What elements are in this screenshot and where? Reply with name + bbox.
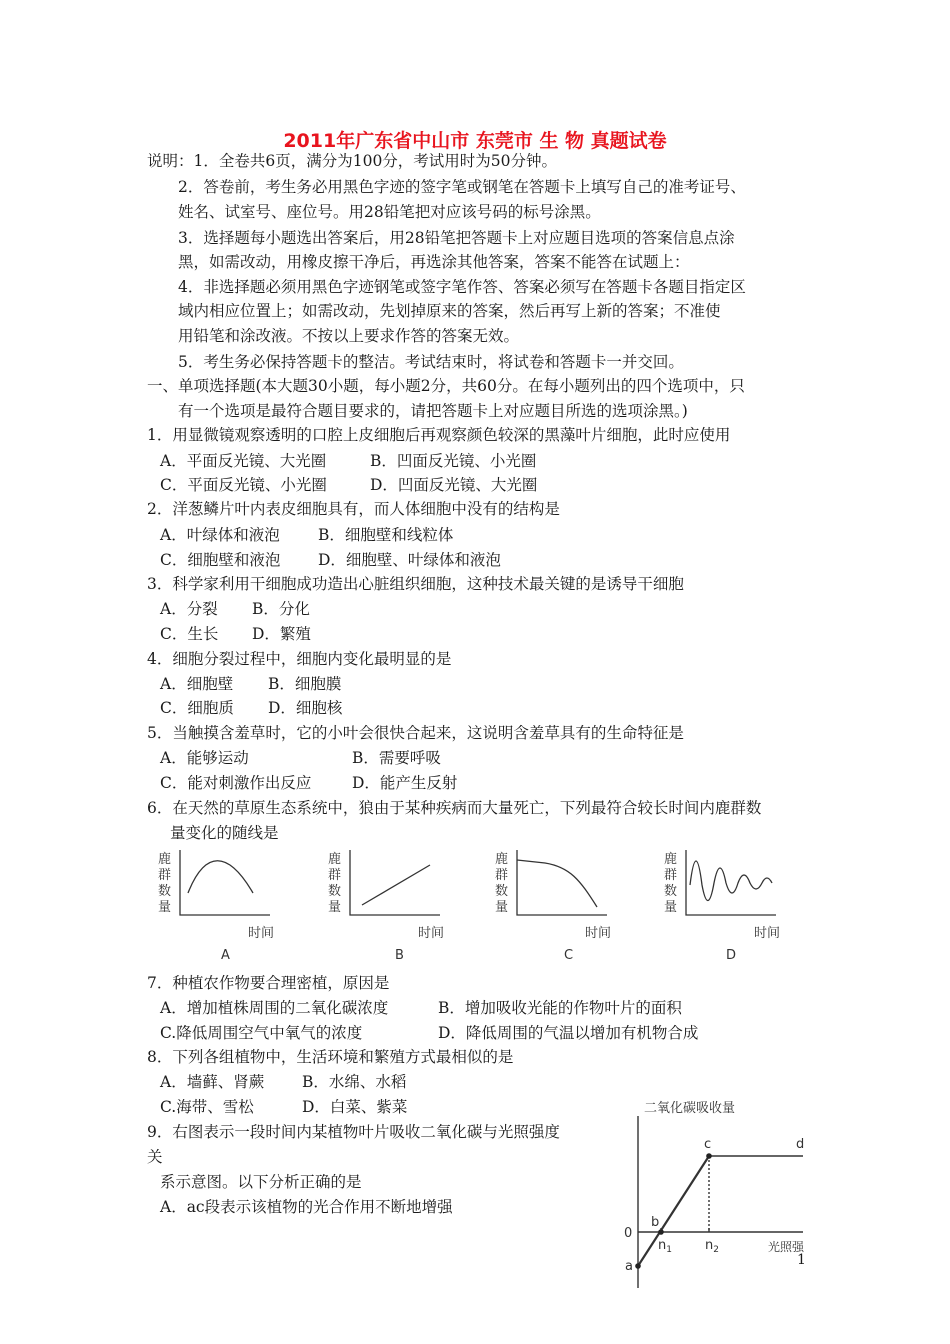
option-b: B．细胞壁和线粒体 bbox=[318, 526, 454, 544]
graph-c bbox=[517, 850, 607, 915]
curve-ac bbox=[638, 1156, 709, 1266]
ylabel-char: 量 bbox=[158, 900, 172, 915]
instruction-line: 说明：1．全卷共6页，满分为100分，考试用时为50分钟。 bbox=[147, 152, 558, 170]
origin-label: 0 bbox=[624, 1226, 633, 1241]
n2-label: $n_2$ bbox=[705, 1238, 719, 1255]
ylabel-char: 量 bbox=[328, 900, 342, 915]
ylabel-char: 数 bbox=[495, 884, 509, 899]
instruction-line: 2．答卷前，考生务必用黑色字迹的签字笔或钢笔在答题卡上填写自己的准考证号、 bbox=[178, 178, 746, 196]
graph-a bbox=[180, 850, 270, 915]
graph-b bbox=[350, 850, 440, 915]
option-b: B．分化 bbox=[252, 600, 310, 618]
option-b: B．需要呼吸 bbox=[352, 749, 441, 767]
option-c: C．平面反光镜、小光圈 bbox=[160, 476, 327, 494]
option-a: A．墙藓、肾蕨 bbox=[160, 1073, 265, 1091]
option-a: A．叶绿体和液泡 bbox=[160, 526, 280, 544]
ylabel-char: 鹿 bbox=[495, 852, 509, 867]
option-c: C.海带、雪松 bbox=[160, 1098, 254, 1116]
ylabel-char: 群 bbox=[328, 868, 342, 883]
n1-label: $n_1$ bbox=[658, 1238, 672, 1255]
option-b: B．水绵、水稻 bbox=[302, 1073, 407, 1091]
question-stem: 2．洋葱鳞片叶内表皮细胞具有，而人体细胞中没有的结构是 bbox=[147, 500, 560, 518]
option-a: A．增加植株周围的二氧化碳浓度 bbox=[160, 999, 389, 1017]
ylabel-char: 鹿 bbox=[158, 852, 172, 867]
xlabel: 时间 bbox=[418, 926, 445, 941]
point-b bbox=[658, 1229, 664, 1235]
instruction-line: 用铅笔和涂改液。不按以上要求作答的答案无效。 bbox=[178, 327, 520, 345]
option-a: A．能够运动 bbox=[160, 749, 249, 767]
instruction-line: 5．考生务必保持答题卡的整洁。考试结束时，将试卷和答题卡一并交回。 bbox=[178, 353, 684, 371]
option-c: C．细胞壁和液泡 bbox=[160, 551, 281, 569]
question-stem: 9．右图表示一段时间内某植物叶片吸收二氧化碳与光照强度 bbox=[147, 1123, 560, 1141]
option-d: D．细胞壁、叶绿体和液泡 bbox=[318, 551, 501, 569]
question-stem: 关 bbox=[147, 1148, 163, 1166]
question-stem: 8．下列各组植物中，生活环境和繁殖方式最相似的是 bbox=[147, 1048, 514, 1066]
point-c bbox=[706, 1153, 712, 1159]
graph-d bbox=[686, 850, 776, 915]
ylabel-char: 数 bbox=[158, 884, 172, 899]
ylabel-char: 鹿 bbox=[664, 852, 678, 867]
page-number: 1 bbox=[797, 1252, 806, 1268]
ylabel-char: 群 bbox=[158, 868, 172, 883]
ylabel-char: 数 bbox=[664, 884, 678, 899]
instruction-line: 域内相应位置上；如需改动，先划掉原来的答案，然后再写上新的答案；不准使 bbox=[178, 302, 721, 320]
instruction-line: 姓名、试室号、座位号。用28铅笔把对应该号码的标号涂黑。 bbox=[178, 203, 601, 221]
option-c: C．细胞质 bbox=[160, 699, 234, 717]
graph-letter: A bbox=[221, 948, 230, 963]
graph-ylabel: 二氧化碳吸收量 bbox=[644, 1101, 736, 1116]
point-label: b bbox=[651, 1215, 660, 1230]
option-d: D．细胞核 bbox=[268, 699, 343, 717]
section-heading: 有一个选项是最符合题目要求的，请把答题卡上对应题目所选的选项涂黑。) bbox=[178, 402, 688, 420]
option-b: B．增加吸收光能的作物叶片的面积 bbox=[438, 999, 682, 1017]
option-d: D．能产生反射 bbox=[352, 774, 458, 792]
question-stem: 7．种植农作物要合理密植，原因是 bbox=[147, 974, 390, 992]
instruction-line: 黑，如需改动，用橡皮擦干净后，再选涂其他答案，答案不能答在试题上： bbox=[178, 253, 690, 271]
point-a bbox=[635, 1263, 641, 1269]
instruction-line: 4．非选择题必须用黑色字迹钢笔或签字笔作答、答案必须写在答题卡各题目指定区 bbox=[178, 278, 746, 296]
ylabel-char: 群 bbox=[495, 868, 509, 883]
question-stem: 系示意图。以下分析正确的是 bbox=[160, 1173, 362, 1191]
option-b: B．凹面反光镜、小光圈 bbox=[370, 452, 537, 470]
ylabel-char: 鹿 bbox=[328, 852, 342, 867]
option-a: A．ac段表示该植物的光合作用不断地增强 bbox=[160, 1198, 453, 1216]
question-stem: 5．当触摸含羞草时，它的小叶会很快合起来，这说明含羞草具有的生命特征是 bbox=[147, 724, 684, 742]
point-label: a bbox=[625, 1259, 633, 1274]
instruction-line: 3．选择题每小题选出答案后，用28铅笔把答题卡上对应题目选项的答案信息点涂 bbox=[178, 229, 735, 247]
option-c: C．能对刺激作出反应 bbox=[160, 774, 312, 792]
ylabel-char: 群 bbox=[664, 868, 678, 883]
question-stem: 1．用显微镜观察透明的口腔上皮细胞后再观察颜色较深的黑藻叶片细胞，此时应使用 bbox=[147, 426, 731, 444]
option-d: D．白菜、紫菜 bbox=[302, 1098, 408, 1116]
option-a: A．平面反光镜、大光圈 bbox=[160, 452, 327, 470]
q6-graphs bbox=[150, 845, 800, 970]
xlabel: 时间 bbox=[585, 926, 612, 941]
point-label: d bbox=[796, 1137, 805, 1152]
option-d: D．繁殖 bbox=[252, 625, 311, 643]
point-label: c bbox=[704, 1137, 712, 1152]
question-stem: 6．在天然的草原生态系统中，狼由于某种疾病而大量死亡，下列最符合较长时间内鹿群数 bbox=[147, 799, 762, 817]
graph-letter: D bbox=[726, 948, 737, 963]
ylabel-char: 量 bbox=[495, 900, 509, 915]
option-c: C.降低周围空气中氧气的浓度 bbox=[160, 1024, 363, 1042]
graph-letter: B bbox=[395, 948, 404, 963]
option-a: A．细胞壁 bbox=[160, 675, 234, 693]
ylabel-char: 数 bbox=[328, 884, 342, 899]
xlabel: 时间 bbox=[248, 926, 275, 941]
option-b: B．细胞膜 bbox=[268, 675, 342, 693]
option-a: A．分裂 bbox=[160, 600, 218, 618]
ylabel-char: 量 bbox=[664, 900, 678, 915]
graph-letter: C bbox=[564, 948, 574, 963]
q9-graph bbox=[618, 1098, 818, 1292]
section-heading: 一、单项选择题(本大题30小题，每小题2分，共60分。在每小题列出的四个选项中，只 bbox=[147, 377, 745, 395]
question-stem: 量变化的随线是 bbox=[170, 824, 279, 842]
option-d: D．降低周围的气温以增加有机物合成 bbox=[438, 1024, 699, 1042]
xlabel: 时间 bbox=[754, 926, 781, 941]
question-stem: 4．细胞分裂过程中，细胞内变化最明显的是 bbox=[147, 650, 452, 668]
option-c: C．生长 bbox=[160, 625, 219, 643]
page-title: 2011年广东省中山市 东莞市 生 物 真题试卷 bbox=[283, 130, 667, 152]
question-stem: 3．科学家利用干细胞成功造出心脏组织细胞，这种技术最关键的是诱导干细胞 bbox=[147, 575, 684, 593]
graph-xlabel: 光照强 bbox=[768, 1240, 805, 1254]
option-d: D．凹面反光镜、大光圈 bbox=[370, 476, 538, 494]
